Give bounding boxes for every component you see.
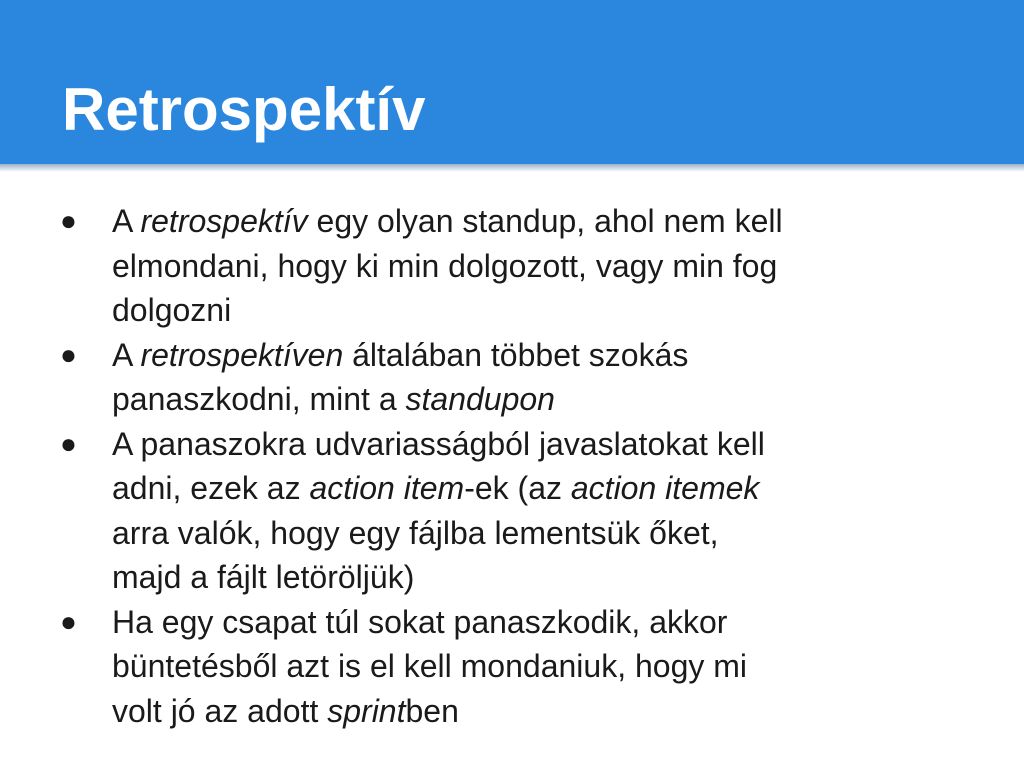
text-run: Ha egy csapat túl sokat panaszkodik, akkor [112, 603, 728, 640]
bullet-line [112, 555, 972, 600]
bullet-line [112, 199, 972, 244]
text-run: panaszkodni, mint a [112, 381, 406, 417]
text-run: volt jó az adott [112, 692, 328, 729]
italic-term: standupon [405, 381, 555, 417]
italic-term: retrospektíven [140, 336, 344, 373]
bullet-item [60, 199, 972, 333]
italic-term: action itemek [570, 470, 760, 506]
bullet-dot-icon: ● [60, 338, 77, 370]
text-run: A panaszokra udvariasságból javaslatokat kell [112, 425, 765, 462]
bullet-line [112, 333, 972, 378]
text-run: arra valók, hogy egy fájlba lementsük őket, [112, 514, 719, 551]
text-run: dolgozni [112, 292, 232, 328]
text-run: adni, ezek az [112, 470, 310, 506]
bullet-line [112, 511, 972, 556]
bullet-line [112, 244, 972, 289]
bullet-line [112, 466, 972, 511]
bullet-item [60, 333, 972, 422]
text-run: A [112, 203, 141, 239]
bullet-item [60, 600, 972, 734]
bullet-line [112, 644, 972, 689]
text-run: -ek (az [464, 470, 571, 506]
bullet-dot-icon: ● [60, 427, 77, 459]
text-run: majd a fájlt letöröljük) [112, 559, 415, 595]
slide-title: Retrospektív [62, 76, 426, 143]
italic-term: retrospektív [140, 203, 308, 239]
text-run: ben [405, 692, 459, 729]
text-run: A [112, 336, 141, 373]
title-bar-shadow [0, 164, 1024, 172]
text-run: általában többet szokás [343, 336, 689, 373]
text-run: elmondani, hogy ki min dolgozott, vagy min fog [112, 247, 778, 284]
text-run: büntetésből azt is el kell mondaniuk, hogy mi [112, 648, 748, 684]
bullet-list [60, 199, 972, 733]
bullet-line [112, 377, 972, 422]
bullet-dot-icon: ● [60, 205, 77, 236]
bullet-dot-icon: ● [60, 605, 77, 637]
italic-term: action item [309, 470, 465, 506]
bullet-line [112, 600, 972, 645]
bullet-line [112, 422, 972, 467]
text-run: egy olyan standup, ahol nem kell [307, 203, 783, 239]
italic-term: sprint [327, 692, 406, 729]
bullet-line [112, 689, 972, 734]
bullet-line [112, 288, 972, 333]
bullet-item [60, 422, 972, 600]
